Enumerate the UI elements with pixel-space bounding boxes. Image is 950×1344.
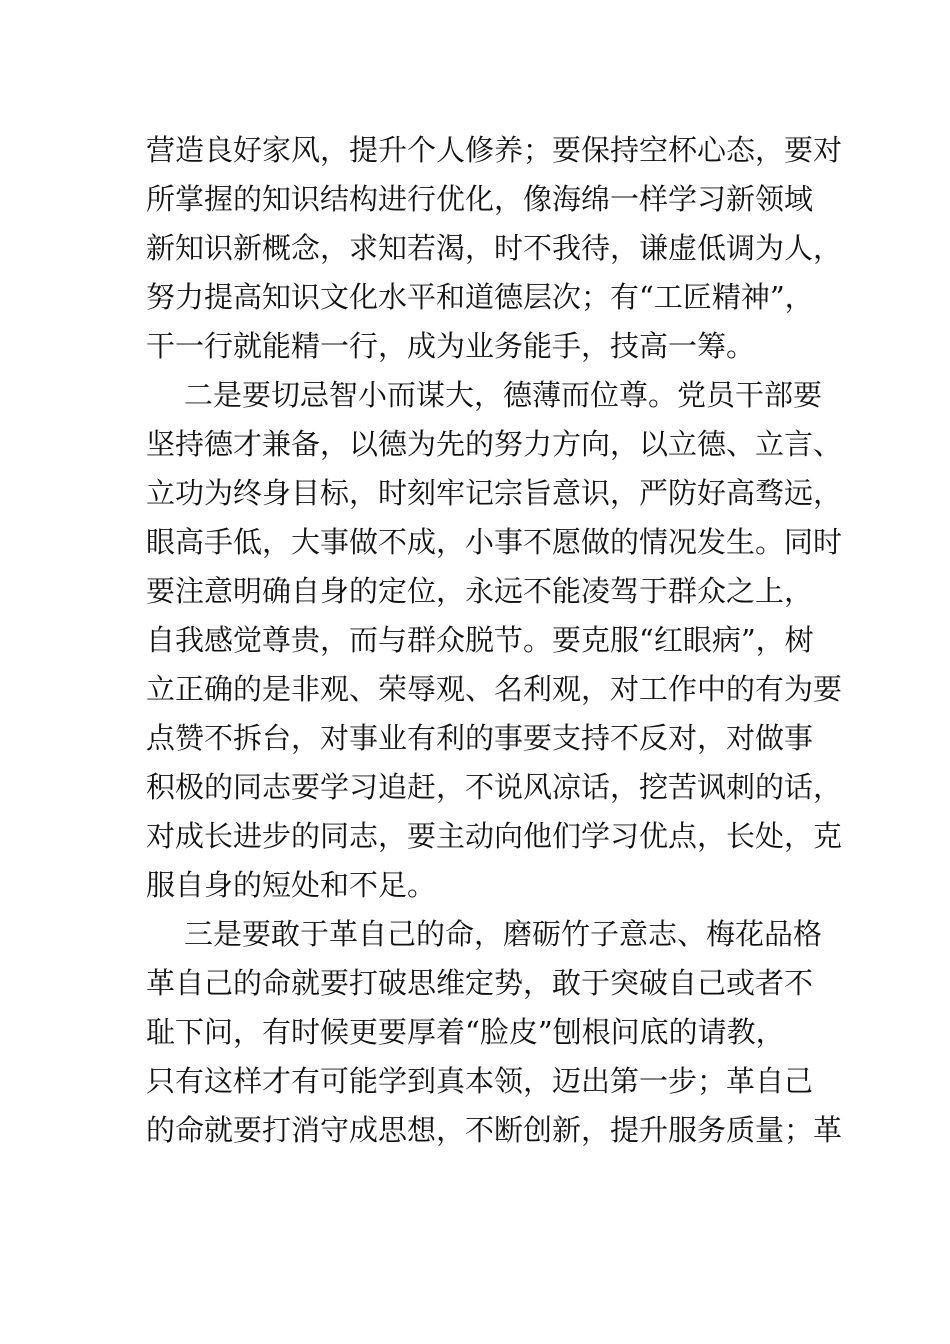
body-text [146,126,843,1155]
paragraph-start-line: 三是要敢于革自己的命，磨砺竹子意志、梅花品格 [184,917,823,951]
text-line: 干一行就能精一行，成为业务能手，技高一筹。 [146,329,756,363]
text-line: 积极的同志要学习追赶，不说风凉话，挖苦讽刺的话， [146,770,843,804]
text-line: 努力提高知识文化水平和道德层次；有“工匠精神”， [146,280,814,314]
text-line: 要注意明确自身的定位，永远不能凌驾于群众之上， [146,574,814,608]
text-line: 只有这样才有可能学到真本领，迈出第一步；革自己 [146,1064,814,1098]
text-line: 眼高手低，大事做不成，小事不愿做的情况发生。同时 [146,525,843,559]
text-line: 立正确的是非观、荣辱观、名利观，对工作中的有为要 [146,672,843,706]
text-line: 耻下问，有时候更要厚着“脸皮”刨根问底的请教， [146,1015,785,1049]
text-line: 对成长进步的同志，要主动向他们学习优点，长处，克 [146,819,843,853]
paragraph-start-line: 二是要切忌智小而谋大，德薄而位尊。党员干部要 [184,378,823,412]
text-line: 点赞不拆台，对事业有利的事要支持不反对，对做事 [146,721,814,755]
text-line: 坚持德才兼备，以德为先的努力方向，以立德、立言、 [146,427,843,461]
text-line: 服自身的短处和不足。 [146,868,437,902]
text-line: 的命就要打消守成思想，不断创新，提升服务质量；革 [146,1113,843,1147]
text-line: 革自己的命就要打破思维定势，敢于突破自己或者不 [146,966,814,1000]
text-line: 自我感觉尊贵，而与群众脱节。要克服“红眼病”，树 [146,623,814,657]
text-line: 所掌握的知识结构进行优化，像海绵一样学习新领域 [146,182,814,216]
text-line: 立功为终身目标，时刻牢记宗旨意识，严防好高骛远， [146,476,843,510]
text-line: 营造良好家风，提升个人修养；要保持空杯心态，要对 [146,133,843,167]
text-line: 新知识新概念，求知若渴，时不我待，谦虚低调为人， [146,231,843,265]
